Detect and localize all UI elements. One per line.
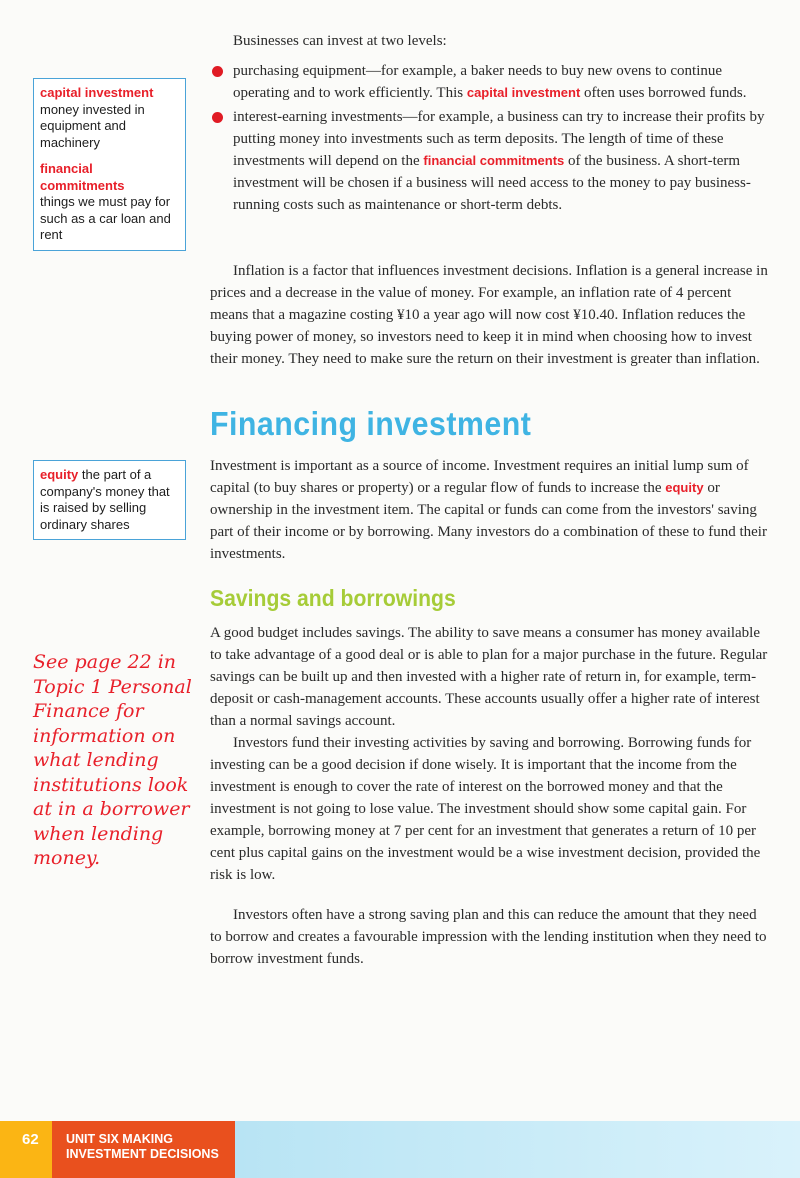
glossary-definition: the part of a company's money that is raised by selling ordinary shares [40, 467, 170, 532]
glossary-term: financial commitments [40, 161, 125, 193]
bullet-item: purchasing equipment—for example, a baker needs to buy new ovens to continue operating and to work efficiently. This capital investment often uses borrowed funds. [210, 60, 770, 104]
glossary-definition: things we must pay for such as a car loan and rent [40, 194, 171, 242]
savings-paragraph: Investors often have a strong saving plan and this can reduce the amount that they need to borrow and creates a favourable impression with the lending institution when they need to borrow investment funds. [210, 907, 767, 967]
bullet-item: interest-earning investments—for example, a business can try to increase their profits by putting money into investments such as term deposits. The length of time of these investments will depend on the financial commitments of the business. A short-term investment will be chosen if a business will need access to the money to pay business-running costs such as maintenance or short-term debts. [210, 106, 770, 216]
savings-paragraph: A good budget includes savings. The ability to save means a consumer has money available to take advantage of a good deal or is able to plan for a major purchase in the future. Regular savings can be built up and then invested with a higher rate of return in, for example, term-deposit or cash-management accounts. These accounts usually offer a higher rate of interest than a normal savings account. [210, 625, 768, 729]
glossary-term: capital investment [40, 85, 154, 100]
cross-reference-note: See page 22 in Topic 1 Personal Finance for information on what lending institutions look at in a borrower when lending money. [33, 651, 192, 869]
glossary-box [33, 460, 186, 540]
section-heading: Financing investment [210, 405, 532, 442]
glossary-box [33, 78, 186, 251]
key-term: equity [665, 480, 704, 495]
page-number: 62 [22, 1131, 39, 1148]
financing-paragraph: Investment is important as a source of income. Investment requires an initial lump sum of capital (to buy shares or property) or a regular flow of funds to increase the equity or ownership in the investment item. The capital or funds can come from the investors' saving part of their income or by borrowing. Many investors do a combination of these to fund their investments. [210, 458, 767, 562]
glossary-term: equity [40, 467, 79, 482]
savings-paragraph: Investors fund their investing activities by saving and borrowing. Borrowing funds for investing can be a good decision if done wisely. It is important that the income from the investment is enough to cover the rate of interest on the borrowed money and that the investment is not going to lose value. The investment should show some capital gain. For example, borrowing money at 7 per cent for an investment that generates a return of 10 per cent plus capital gains on the investment would be a wise investment decision, provided the risk is low. [210, 735, 761, 883]
unit-title: UNIT SIX MAKING INVESTMENT DECISIONS [66, 1132, 219, 1161]
inflation-paragraph: Inflation is a factor that influences investment decisions. Inflation is a general increase in prices and a decrease in the value of money. For example, an inflation rate of 4 percent means that a magazine costing ¥10 a year ago will now cost ¥10.40. Inflation reduces the buying power of money, so investors need to keep it in mind when choosing how to invest their money. They need to make sure the return on their investment is greater than inflation. [210, 263, 768, 367]
bullet-dot-icon [212, 112, 223, 123]
intro-text: Businesses can invest at two levels: [233, 33, 447, 49]
key-term: capital investment [466, 85, 581, 100]
glossary-definition: money invested in equipment and machinery [40, 101, 145, 150]
bullet-list [210, 60, 770, 218]
key-term: financial commitments [423, 153, 565, 168]
bullet-dot-icon [212, 66, 223, 77]
subsection-heading: Savings and borrowings [210, 585, 456, 611]
